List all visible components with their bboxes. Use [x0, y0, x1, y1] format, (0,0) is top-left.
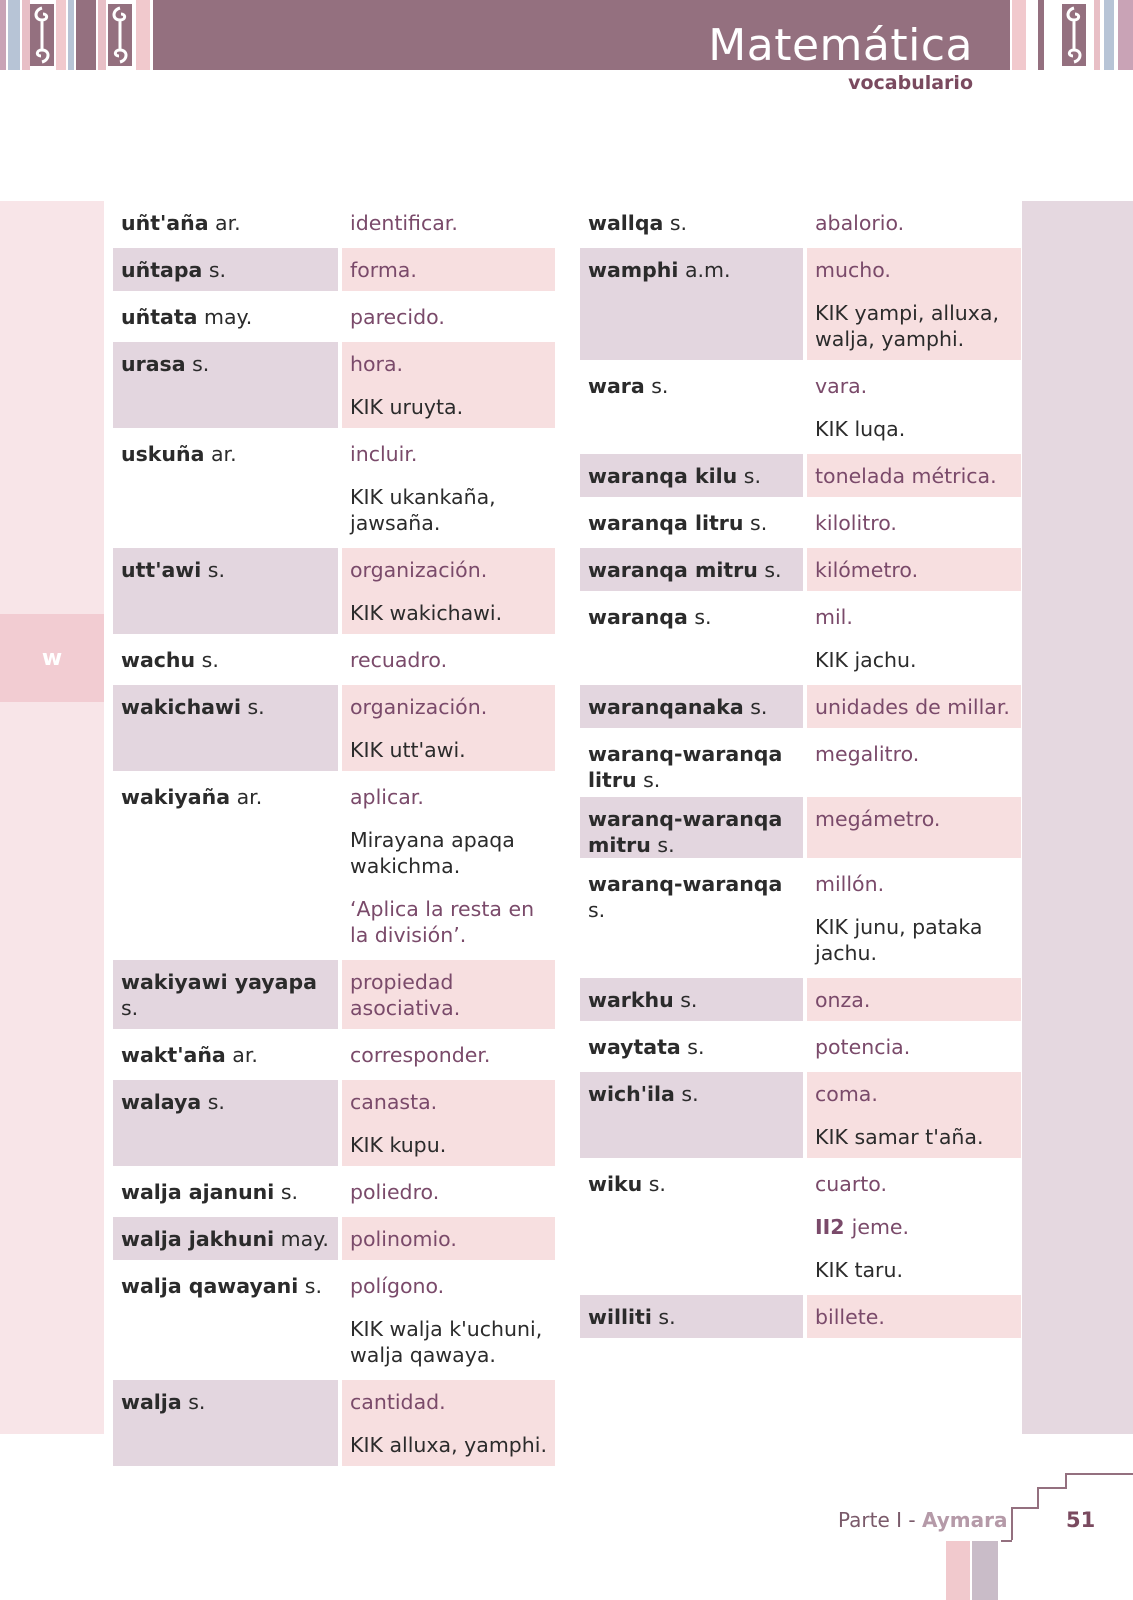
definition-primary — [350, 775, 547, 818]
term-pos: a.m. — [678, 258, 731, 282]
footer-part: Parte I - — [838, 1508, 922, 1532]
term-word: wiku — [588, 1172, 643, 1196]
vocab-entry — [580, 501, 1021, 544]
entry-term — [580, 1295, 803, 1338]
entry-term — [113, 295, 338, 338]
definition-kik — [815, 905, 1013, 974]
definition-primary — [815, 201, 1013, 244]
entry-term — [113, 1217, 338, 1260]
vocab-entry — [580, 1072, 1021, 1158]
entry-definitions — [342, 1380, 555, 1466]
entry-term — [113, 342, 338, 428]
definition-primary — [815, 501, 1013, 544]
term-pos: s. — [181, 1390, 206, 1414]
definition-text: incluir. — [350, 442, 418, 466]
definition-text: KIK samar t'aña. — [815, 1125, 984, 1149]
header-stripe — [1038, 0, 1044, 70]
entry-definitions — [342, 960, 555, 1029]
header-stripe — [1104, 0, 1114, 70]
term-word: walja jakhuni — [121, 1227, 275, 1251]
term-word: urasa — [121, 352, 186, 376]
left-margin-panel — [0, 201, 104, 1434]
entry-definitions — [342, 685, 555, 771]
vocab-entry — [580, 732, 1021, 793]
definition-kik — [350, 1123, 547, 1166]
definition-primary — [815, 732, 1013, 775]
entry-definitions — [807, 1295, 1021, 1338]
vocab-entry — [113, 248, 555, 291]
term-word: wachu — [121, 648, 196, 672]
vocab-entry — [580, 548, 1021, 591]
term-pos: s. — [201, 558, 225, 582]
definition-text: KIK luqa. — [815, 417, 906, 441]
vocab-entry — [113, 201, 555, 244]
entry-term — [113, 1170, 338, 1213]
vocab-entry — [113, 1217, 555, 1260]
definition-primary — [815, 862, 1013, 905]
term-pos: s. — [663, 211, 688, 235]
term-pos: ar. — [208, 211, 241, 235]
definition-text: KIK ukankaña, jawsaña. — [350, 485, 496, 535]
term-pos: s. — [687, 605, 712, 629]
entry-term — [113, 685, 338, 771]
term-word: waranq-waranqa mitru — [588, 807, 783, 857]
term-pos: s. — [121, 996, 139, 1020]
header-stripe — [1118, 0, 1133, 70]
scroll-ornament-icon — [1062, 4, 1086, 66]
term-pos: s. — [185, 352, 210, 376]
definition-text: cantidad. — [350, 1390, 446, 1414]
vocab-entry — [580, 978, 1021, 1021]
definition-primary — [815, 1025, 1013, 1068]
vocab-entry — [580, 1295, 1021, 1338]
term-word: waranqa mitru — [588, 558, 758, 582]
entry-term — [580, 548, 803, 591]
entry-definitions — [342, 342, 555, 428]
term-word: walja qawayani — [121, 1274, 299, 1298]
definition-primary — [815, 364, 1013, 407]
term-word: wallqa — [588, 211, 664, 235]
entry-term — [580, 595, 803, 681]
term-word: uñtapa — [121, 258, 203, 282]
header-stripe — [136, 0, 150, 70]
entry-definitions — [807, 1072, 1021, 1158]
definition-text: megalitro. — [815, 742, 920, 766]
definition-text: organización. — [350, 558, 488, 582]
vocab-entry — [113, 1264, 555, 1376]
vocab-entry — [113, 1380, 555, 1466]
definition-text: ‘Aplica la resta en la división’. — [350, 897, 535, 947]
definition-text: KIK walja k'uchuni, walja qawaya. — [350, 1317, 543, 1367]
definition-text: coma. — [815, 1082, 878, 1106]
entry-term — [580, 201, 803, 244]
definition-text: organización. — [350, 695, 488, 719]
term-pos: s. — [650, 833, 675, 857]
term-word: walja — [121, 1390, 182, 1414]
entry-definitions — [342, 201, 555, 244]
entry-term — [113, 638, 338, 681]
definition-text: potencia. — [815, 1035, 911, 1059]
vocab-entry — [113, 548, 555, 634]
vocab-entry — [580, 201, 1021, 244]
definition-kik — [815, 291, 1013, 360]
header-stripe — [22, 0, 30, 70]
definition-primary — [815, 1162, 1013, 1205]
definition-text: KIK junu, pataka jachu. — [815, 915, 983, 965]
definition-primary — [350, 685, 547, 728]
definition-primary — [350, 201, 547, 244]
term-pos: s. — [195, 648, 219, 672]
term-pos: s. — [202, 258, 227, 282]
term-pos: s. — [674, 1082, 699, 1106]
entry-definitions — [807, 364, 1021, 450]
vocabulary-column-left — [113, 201, 555, 1470]
term-pos: s. — [651, 1305, 676, 1329]
entry-definitions — [807, 1162, 1021, 1291]
definition-text: unidades de millar. — [815, 695, 1010, 719]
entry-definitions — [807, 501, 1021, 544]
entry-term — [580, 732, 803, 793]
definition-text: forma. — [350, 258, 417, 282]
header-stripe — [1094, 0, 1100, 70]
term-pos: may. — [274, 1227, 329, 1251]
term-word: warkhu — [588, 988, 674, 1012]
term-word: wich'ila — [588, 1082, 675, 1106]
vocab-entry — [580, 862, 1021, 974]
entry-definitions — [342, 295, 555, 338]
entry-definitions — [807, 595, 1021, 681]
entry-term — [580, 501, 803, 544]
definition-primary — [350, 248, 547, 291]
entry-definitions — [807, 248, 1021, 360]
term-word: walja ajanuni — [121, 1180, 275, 1204]
definition-text: KIK yampi, alluxa, walja, yamphi. — [815, 301, 1000, 351]
term-word: waranq-waranqa litru — [588, 742, 783, 792]
entry-definitions — [342, 548, 555, 634]
entry-term — [580, 685, 803, 728]
definition-text: poliedro. — [350, 1180, 440, 1204]
definition-primary — [815, 595, 1013, 638]
term-pos: s. — [737, 464, 761, 488]
definition-primary — [815, 1072, 1013, 1115]
definition-text: mil. — [815, 605, 853, 629]
definition-kik — [350, 1307, 547, 1376]
entry-term — [113, 1380, 338, 1466]
definition-text: millón. — [815, 872, 885, 896]
definition-text: identificar. — [350, 211, 458, 235]
definition-text: polígono. — [350, 1274, 445, 1298]
definition-text: propiedad asociativa. — [350, 970, 461, 1020]
definition-kik — [350, 728, 547, 771]
stair-ornament-icon — [1000, 1470, 1133, 1600]
term-pos: s. — [757, 558, 782, 582]
term-word: wakiyawi yayapa — [121, 970, 318, 994]
section-letter-tab: w — [0, 614, 104, 702]
entry-definitions — [342, 1170, 555, 1213]
right-margin-panel — [1022, 201, 1133, 1434]
term-word: uskuña — [121, 442, 205, 466]
definition-primary — [350, 1170, 547, 1213]
vocab-entry — [580, 797, 1021, 858]
definition-primary — [815, 1205, 1013, 1248]
term-word: waranq-waranqa — [588, 872, 783, 896]
definition-text: KIK taru. — [815, 1258, 903, 1282]
definition-text: kilolitro. — [815, 511, 897, 535]
entry-definitions — [807, 685, 1021, 728]
entry-definitions — [807, 201, 1021, 244]
term-word: waranqa — [588, 605, 688, 629]
definition-primary — [350, 1033, 547, 1076]
definition-primary — [815, 797, 1013, 840]
definition-primary — [350, 1380, 547, 1423]
entry-definitions — [807, 732, 1021, 793]
entry-term — [113, 1033, 338, 1076]
page-title: Matemática — [708, 20, 973, 71]
definition-text: polinomio. — [350, 1227, 457, 1251]
scroll-ornament-icon — [30, 4, 54, 66]
vocab-entry — [580, 685, 1021, 728]
definition-primary — [815, 1295, 1013, 1338]
entry-term — [580, 248, 803, 360]
vocabulary-column-right — [580, 201, 1021, 1342]
entry-term — [580, 1162, 803, 1291]
entry-definitions — [342, 1264, 555, 1376]
term-word: waranqa kilu — [588, 464, 738, 488]
term-pos: s. — [240, 695, 265, 719]
entry-term — [113, 775, 338, 956]
definition-text: KIK utt'awi. — [350, 738, 466, 762]
definition-primary — [350, 1080, 547, 1123]
entry-term — [580, 797, 803, 858]
definition-text: KIK wakichawi. — [350, 601, 503, 625]
vocab-entry — [580, 454, 1021, 497]
header-stripe — [98, 0, 106, 70]
header-stripe — [8, 0, 20, 70]
vocab-entry — [113, 1170, 555, 1213]
vocab-entry — [113, 775, 555, 956]
header-stripe — [0, 0, 6, 70]
definition-primary — [350, 638, 547, 681]
definition-kik — [350, 1423, 547, 1466]
definition-text: aplicar. — [350, 785, 424, 809]
header-stripe — [76, 0, 96, 70]
definition-kik — [815, 1115, 1013, 1158]
entry-definitions — [807, 548, 1021, 591]
definition-primary — [350, 295, 547, 338]
term-pos: ar. — [225, 1043, 258, 1067]
term-word: walaya — [121, 1090, 202, 1114]
definition-primary — [350, 342, 547, 385]
term-word: uñtata — [121, 305, 198, 329]
entry-definitions — [807, 862, 1021, 974]
vocab-entry — [580, 1025, 1021, 1068]
definition-primary — [350, 1264, 547, 1307]
term-pos: may. — [197, 305, 253, 329]
entry-definitions — [807, 978, 1021, 1021]
term-pos: s. — [743, 695, 768, 719]
term-word: wakiyaña — [121, 785, 231, 809]
definition-text: Mirayana apaqa wakichma. — [350, 828, 515, 878]
definition-text: KIK alluxa, yamphi. — [350, 1433, 548, 1457]
definition-kik — [815, 407, 1013, 450]
entry-term — [113, 960, 338, 1029]
entry-definitions — [807, 797, 1021, 858]
entry-term — [113, 201, 338, 244]
term-pos: s. — [680, 1035, 705, 1059]
definition-primary — [815, 248, 1013, 291]
footer-bar — [972, 1541, 998, 1600]
term-pos: ar. — [204, 442, 237, 466]
footer-language: Aymara — [921, 1508, 1008, 1532]
term-pos: s. — [201, 1090, 225, 1114]
entry-term — [113, 548, 338, 634]
entry-definitions — [342, 638, 555, 681]
entry-term — [580, 364, 803, 450]
definition-primary — [815, 548, 1013, 591]
scroll-ornament-icon — [108, 4, 132, 66]
definition-kik — [815, 1248, 1013, 1291]
vocab-entry — [113, 1033, 555, 1076]
definition-primary — [350, 548, 547, 591]
vocab-entry — [580, 364, 1021, 450]
entry-definitions — [342, 1033, 555, 1076]
term-word: wamphi — [588, 258, 679, 282]
term-word: utt'awi — [121, 558, 202, 582]
term-word: wara — [588, 374, 645, 398]
entry-term — [580, 1072, 803, 1158]
entry-term — [580, 1025, 803, 1068]
vocab-entry — [113, 638, 555, 681]
definition-primary — [350, 1217, 547, 1260]
term-pos: s. — [644, 374, 669, 398]
definition-text: kilómetro. — [815, 558, 919, 582]
entry-definitions — [342, 432, 555, 544]
term-word: waranqanaka — [588, 695, 744, 719]
definition-primary — [350, 960, 547, 1029]
vocab-entry — [580, 1162, 1021, 1291]
definition-text: KIK uruyta. — [350, 395, 464, 419]
definition-text: parecido. — [350, 305, 445, 329]
entry-term — [113, 1264, 338, 1376]
header-stripe — [56, 0, 66, 70]
term-pos: s. — [673, 988, 698, 1012]
definition-text: billete. — [815, 1305, 885, 1329]
entry-term — [580, 454, 803, 497]
definition-text: canasta. — [350, 1090, 438, 1114]
definition-text: mucho. — [815, 258, 891, 282]
footer-part-label — [838, 1508, 1007, 1532]
term-word: wakt'aña — [121, 1043, 226, 1067]
page-subtitle: vocabulario — [848, 72, 973, 94]
term-pos: s. — [274, 1180, 299, 1204]
term-pos: s. — [636, 768, 661, 792]
vocab-entry — [113, 960, 555, 1029]
definition-prefix: II2 — [815, 1215, 852, 1239]
vocab-entry — [113, 1080, 555, 1166]
definition-text: KIK jachu. — [815, 648, 917, 672]
definition-text: KIK kupu. — [350, 1133, 447, 1157]
definition-text: jeme. — [851, 1215, 910, 1239]
entry-term — [580, 978, 803, 1021]
definition-gloss — [350, 887, 547, 956]
definition-text: recuadro. — [350, 648, 448, 672]
definition-text: abalorio. — [815, 211, 905, 235]
entry-term — [113, 1080, 338, 1166]
term-word: williti — [588, 1305, 652, 1329]
entry-definitions — [807, 454, 1021, 497]
definition-kik — [350, 385, 547, 428]
definition-text: corresponder. — [350, 1043, 491, 1067]
entry-term — [113, 432, 338, 544]
footer-bar — [946, 1541, 970, 1600]
definition-text: megámetro. — [815, 807, 941, 831]
vocab-entry — [113, 295, 555, 338]
header-stripe — [1012, 0, 1026, 70]
entry-definitions — [342, 775, 555, 956]
term-pos: s. — [588, 898, 606, 922]
definition-primary — [815, 978, 1013, 1021]
term-word: waytata — [588, 1035, 681, 1059]
definition-kik — [350, 818, 547, 887]
term-pos: s. — [743, 511, 768, 535]
definition-primary — [815, 454, 1013, 497]
entry-term — [113, 248, 338, 291]
vocab-entry — [113, 685, 555, 771]
definition-text: hora. — [350, 352, 404, 376]
definition-text: onza. — [815, 988, 871, 1012]
entry-definitions — [807, 1025, 1021, 1068]
term-word: uñt'aña — [121, 211, 209, 235]
definition-primary — [815, 685, 1013, 728]
term-pos: s. — [642, 1172, 666, 1196]
vocab-entry — [113, 342, 555, 428]
term-word: waranqa litru — [588, 511, 744, 535]
term-pos: s. — [298, 1274, 322, 1298]
definition-text: vara. — [815, 374, 868, 398]
definition-text: cuarto. — [815, 1172, 887, 1196]
vocab-entry — [580, 595, 1021, 681]
entry-term — [580, 862, 803, 974]
term-pos: ar. — [230, 785, 263, 809]
definition-kik — [815, 638, 1013, 681]
term-word: wakichawi — [121, 695, 241, 719]
entry-definitions — [342, 248, 555, 291]
definition-primary — [350, 432, 547, 475]
header-stripe — [68, 0, 74, 70]
definition-kik — [350, 475, 547, 544]
entry-definitions — [342, 1080, 555, 1166]
vocab-entry — [113, 432, 555, 544]
page-number: 51 — [1066, 1508, 1096, 1532]
definition-kik — [350, 591, 547, 634]
entry-definitions — [342, 1217, 555, 1260]
definition-text: tonelada métrica. — [815, 464, 997, 488]
vocab-entry — [580, 248, 1021, 360]
